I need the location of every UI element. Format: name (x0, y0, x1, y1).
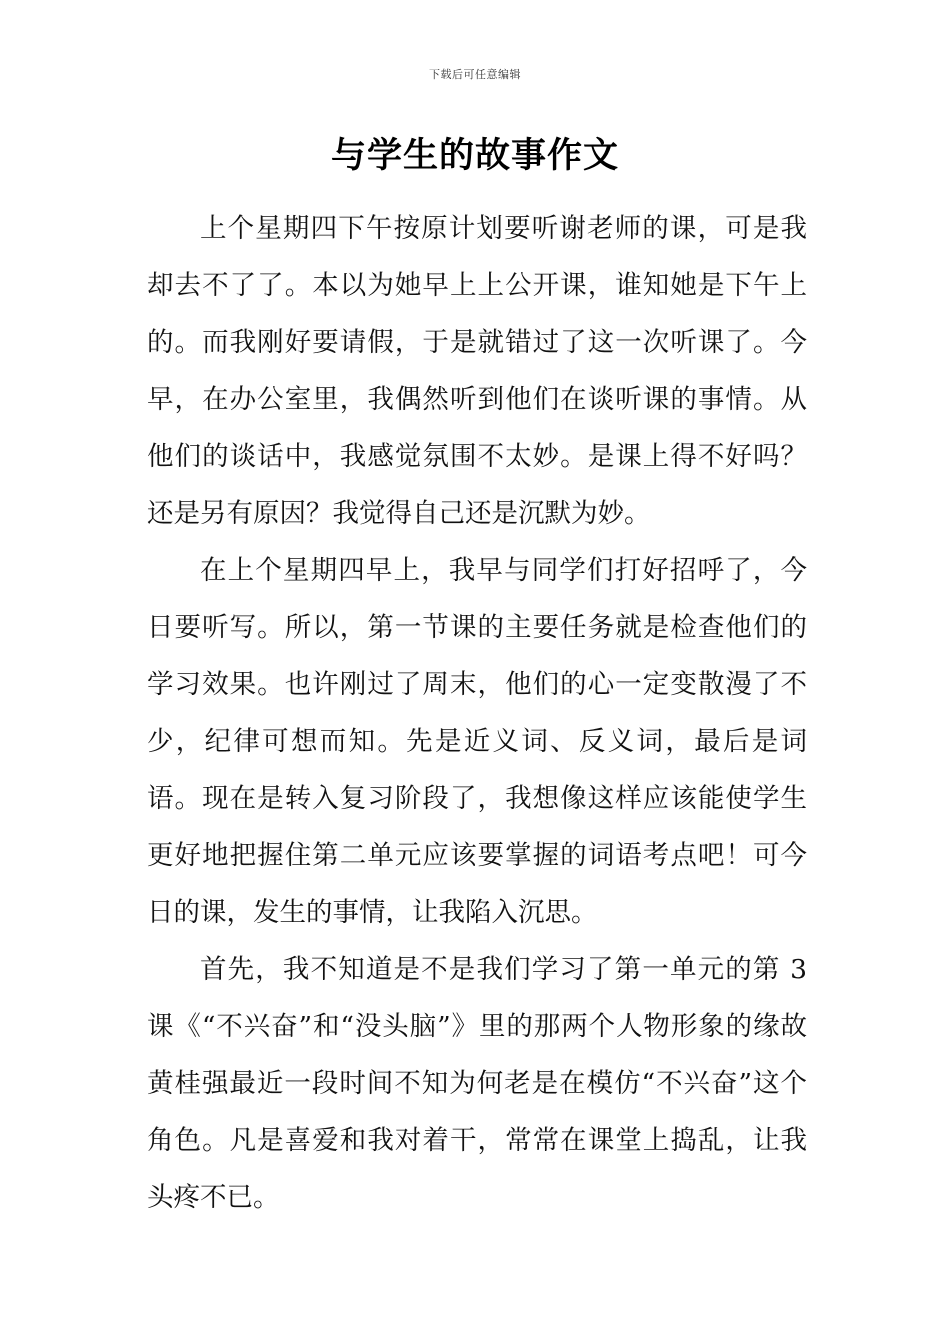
document-body (147, 200, 807, 1226)
paragraph-2: 在上个星期四早上，我早与同学们打好招呼了，今日要听写。所以，第一节课的主要任务就是检查他们的学习效果。也许刚过了周末，他们的心一定变散漫了不少，纪律可想而知。先是近义词、反义词，最后是词语。现在是转入复习阶段了，我想像这样应该能使学生更好地把握住第二单元应该要掌握的词语考点吧！可今日的课，发生的事情，让我陷入沉思。 (147, 555, 807, 928)
header-note: 下载后可任意编辑 (429, 68, 521, 81)
paragraph-1: 上个星期四下午按原计划要听谢老师的课，可是我却去不了了。本以为她早上上公开课，谁知她是下午上的。而我刚好要请假，于是就错过了这一次听课了。今早，在办公室里，我偶然听到他们在谈听课的事情。从他们的谈话中，我感觉氛围不太妙。是课上得不好吗？还是另有原因？我觉得自己还是沉默为妙。 (147, 213, 807, 529)
document-title: 与学生的故事作文 (330, 136, 619, 176)
paragraph-3: 首先，我不知道是不是我们学习了第一单元的第 3 课《“不兴奋”和“没头脑”》里的那两个人物形象的缘故黄桂强最近一段时间不知为何老是在模仿“不兴奋”这个角色。凡是喜爱和我对着干，常常在课堂上捣乱，让我头疼不已。 (147, 954, 807, 1213)
